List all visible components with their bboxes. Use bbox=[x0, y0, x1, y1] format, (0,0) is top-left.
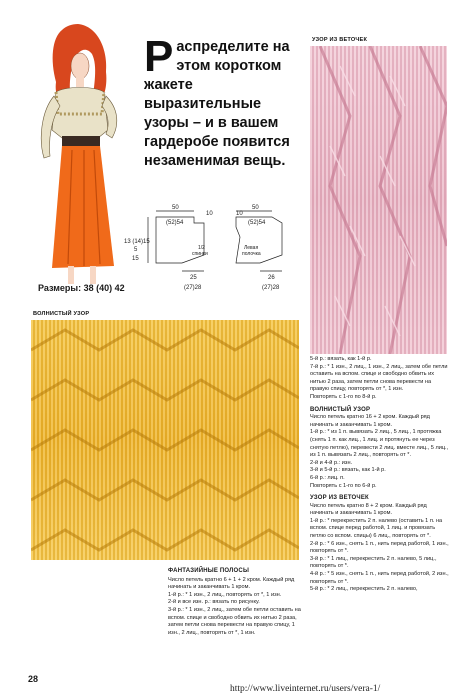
headline bbox=[144, 32, 304, 171]
fantasy-row1: 1-й р.: * 1 изн., 2 лиц., повторять от *, 1 изн. bbox=[168, 591, 282, 598]
wave-repeat: Повторять с 1-го по 6-й р. bbox=[310, 482, 377, 489]
schema-shoulder-front: 10 bbox=[236, 211, 243, 217]
schema-front-label-2: полочка bbox=[242, 251, 261, 257]
schema-back-label-1: 1/2 bbox=[198, 245, 205, 251]
twig-row3: 3-й р.: * 1 лиц., перекрестить 2 п. налево, 5 лиц., повторять от *. bbox=[310, 555, 437, 570]
wave-row2: 2-й и 4-й р.: изн. bbox=[310, 459, 353, 466]
schema-shoulder: 10 bbox=[206, 211, 213, 217]
twig-row7: 7-й р.: * 1 изн., 2 лиц., 1 изн., 2 лиц., затем обе петли оставить на вспом. спице и свободно обвить их нитью 2 раза, затем петли снова перевести на правую спицу, повторять от *, 1 изн. bbox=[310, 363, 448, 393]
fantasy-row3: 3-й р.: * 1 изн., 2 лиц., затем обе петли оставить на вспом. спице и свободно обвить их нитью 2 раза, затем петли снова перевести на правую спицу, 1 изн., 2 лиц., повторять от *, 1 изн. bbox=[168, 606, 301, 636]
right-column-text bbox=[310, 356, 450, 594]
schema-back-label-2: спинки bbox=[192, 251, 208, 257]
schema-bottom-front-alt: (27)28 bbox=[262, 285, 280, 291]
twig-count: Число петель кратно 8 + 2 кром. Каждый ряд начинать и заканчивать 1 кром. bbox=[310, 502, 427, 517]
twig-repeat: Повторять с 1-го по 8-й р. bbox=[310, 393, 377, 400]
twig-heading: УЗОР ИЗ ВЕТОЧЕК bbox=[310, 495, 369, 502]
fantasy-stripes-heading: ФАНТАЗИЙНЫЕ ПОЛОСЫ bbox=[168, 568, 250, 574]
wave-row6: 6-й р.: лиц. п. bbox=[310, 474, 345, 481]
twig-row5-final: 5-й р.: * 2 лиц., перекрестить 2 п. налево, bbox=[310, 586, 418, 593]
fantasy-count: Число петель кратно 6 + 1 + 2 кром. Каждый ряд начинать и заканчивать 1 кром. bbox=[168, 576, 295, 591]
pattern-schema bbox=[124, 203, 306, 299]
twig-pattern-caption: УЗОР ИЗ ВЕТОЧЕК bbox=[312, 37, 368, 43]
twig-row2: 2-й р.: * 6 изн., снять 1 п., нить перед работой, 1 изн., повторять от *. bbox=[310, 540, 449, 555]
wave-pattern-caption: ВОЛНИСТЫЙ УЗОР bbox=[33, 311, 90, 317]
wave-count: Число петель кратно 16 + 2 кром. Каждый ряд начинать и заканчивать 1 кром. bbox=[310, 414, 430, 428]
source-url[interactable]: http://www.liveinternet.ru/users/vera-1/ bbox=[230, 684, 381, 694]
fashion-illustration bbox=[28, 20, 138, 288]
twig-row4: 4-й р.: * 5 изн., снять 1 п., нить перед работой, 2 изн., повторять от *. bbox=[310, 571, 449, 585]
fantasy-stripes-text bbox=[168, 568, 304, 637]
headline-text: аспределите на этом коротком жакете выразительные узоры – и в вашем гардеробе появится незаменимая вещь. bbox=[144, 39, 290, 169]
fantasy-row2: 2-й и все изн. р.: вязать по рисунку. bbox=[168, 599, 260, 606]
schema-front-width-alt: (52)54 bbox=[248, 220, 266, 226]
schema-back-width-alt: (52)54 bbox=[166, 220, 184, 226]
twig-row5: 5-й р.: вязать, как 1-й р. bbox=[310, 356, 372, 362]
wave-row1: 1-й р.: * из 1 п. вывязать 2 лиц., 5 лиц., 1 протяжка (снять 1 п. как лиц., 1 лиц. и протянуть ее через снятую петлю), перевести 2 лиц. вместе лиц., 5 лиц., из 1 п. вывязать 2 лиц., повторять от *. bbox=[310, 429, 449, 459]
schema-left-heights: 13 (14)15 bbox=[124, 239, 150, 245]
schema-left-15: 15 bbox=[132, 256, 139, 262]
schema-front-label-1: Левая bbox=[244, 245, 259, 251]
page-number: 28 bbox=[28, 674, 39, 684]
schema-back-width: 50 bbox=[172, 205, 179, 211]
twig-pattern-texture bbox=[310, 46, 447, 354]
schema-bottom-back: 25 bbox=[190, 275, 197, 281]
twig-row1: 1-й р.: * перекрестить 2 п. налево (оставить 1 п. на вспом. спице перед работой, 1 лиц. и провязать петлю со вспом. спицы) 6 лиц., повторять от *. bbox=[310, 517, 443, 540]
schema-bottom-front: 26 bbox=[268, 275, 275, 281]
schema-front-width: 50 bbox=[252, 205, 259, 211]
schema-left-5: 5 bbox=[134, 247, 138, 253]
headline-dropcap: Р bbox=[144, 32, 174, 81]
wave-row35: 3-й и 5-й р.: вязать, как 1-й р. bbox=[310, 467, 386, 474]
schema-bottom-back-alt: (27)28 bbox=[184, 285, 202, 291]
wave-heading: ВОЛНИСТЫЙ УЗОР bbox=[310, 406, 371, 413]
wave-pattern-photo bbox=[31, 320, 299, 560]
sizes-label: Размеры: 38 (40) 42 bbox=[38, 283, 125, 293]
twig-pattern-photo bbox=[310, 46, 447, 354]
wave-pattern-texture bbox=[31, 320, 299, 560]
